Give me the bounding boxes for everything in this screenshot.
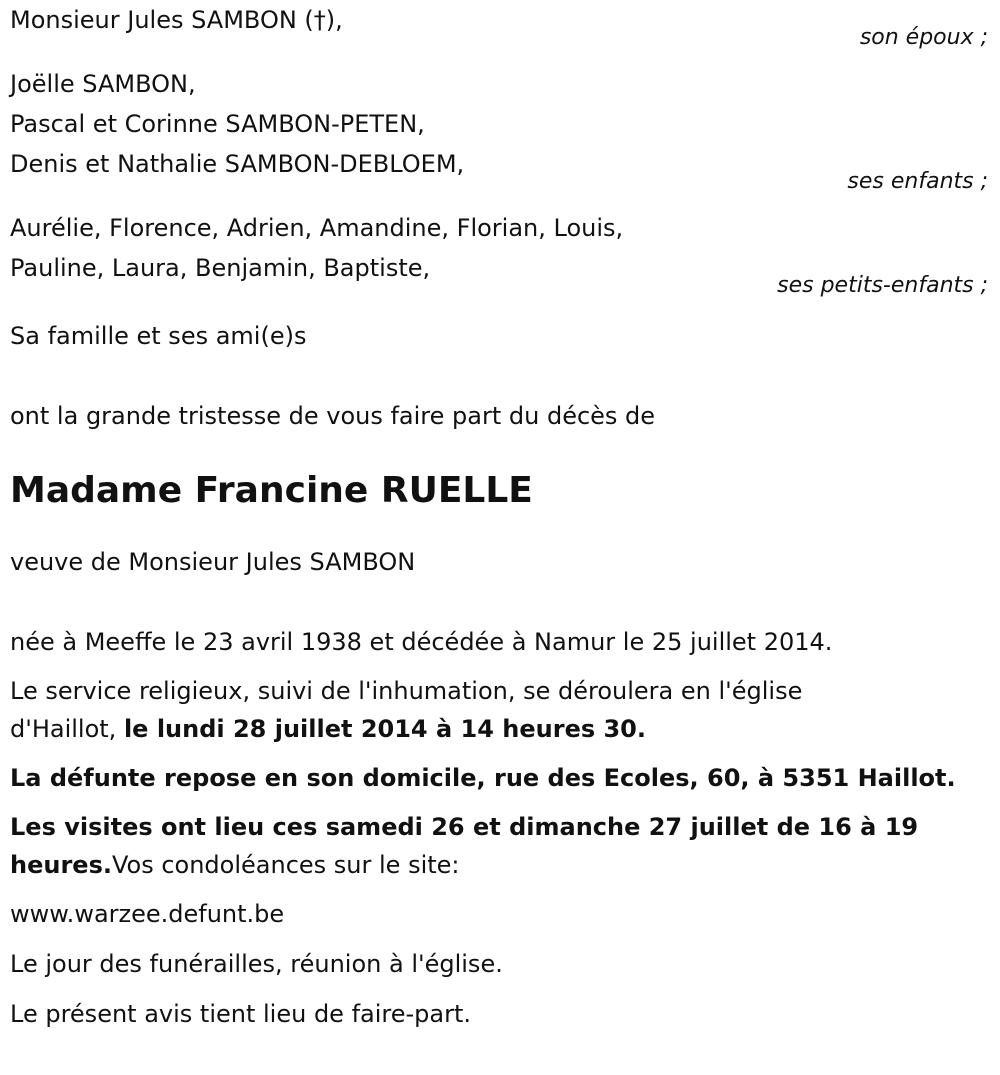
service-line-2 — [10, 710, 990, 748]
grandchildren-role: ses petits-enfants ; — [777, 273, 988, 298]
grandchild-line-1: Aurélie, Florence, Adrien, Amandine, Florian, Louis, — [10, 214, 624, 242]
child-line-2: Pascal et Corinne SAMBON-PETEN, — [10, 110, 425, 138]
spouse-line: Monsieur Jules SAMBON (†), — [10, 6, 343, 34]
deceased-name: Madame Francine RUELLE — [10, 470, 533, 511]
service-paragraph — [10, 672, 990, 748]
visits-paragraph — [10, 808, 990, 884]
spouse-role: son époux ; — [859, 25, 988, 50]
repose-line: La défunte repose en son domicile, rue des Ecoles, 60, à 5351 Haillot. — [10, 764, 956, 792]
spacer — [10, 436, 990, 462]
service-datetime: le lundi 28 juillet 2014 à 14 heures 30. — [123, 715, 646, 743]
spacer — [10, 582, 990, 622]
spacer — [10, 516, 990, 542]
announcement-text: ont la grande tristesse de vous faire part du décès de — [10, 402, 656, 430]
service-line-1: Le service religieux, suivi de l'inhumation, se déroulera en l'église — [10, 677, 803, 705]
obituary-notice — [10, 0, 990, 1034]
spacer — [10, 356, 990, 396]
service-location: d'Haillot, — [10, 715, 124, 743]
child-line-3: Denis et Nathalie SAMBON-DEBLOEM, — [10, 150, 465, 178]
funeral-meeting-line: Le jour des funérailles, réunion à l'église. — [10, 950, 503, 978]
grandchild-line-2: Pauline, Laura, Benjamin, Baptiste, — [10, 254, 431, 282]
child-line-1: Joëlle SAMBON, — [10, 70, 196, 98]
family-line: Sa famille et ses ami(e)s — [10, 322, 307, 350]
visits-line-1: Les visites ont lieu ces samedi 26 et dimanche 27 juillet de 16 à 19 — [10, 813, 919, 841]
website-link[interactable]: www.warzee.defunt.be — [10, 900, 285, 928]
notice-line: Le présent avis tient lieu de faire-part. — [10, 1000, 472, 1028]
condolences-text: Vos condoléances sur le site: — [111, 851, 460, 879]
birth-death-line: née à Meeffe le 23 avril 1938 et décédée à Namur le 25 juillet 2014. — [10, 628, 833, 656]
visits-hours-end: heures. — [10, 851, 112, 879]
widow-of-line: veuve de Monsieur Jules SAMBON — [10, 548, 416, 576]
visits-line-2 — [10, 846, 990, 884]
children-role: ses enfants ; — [847, 169, 988, 194]
